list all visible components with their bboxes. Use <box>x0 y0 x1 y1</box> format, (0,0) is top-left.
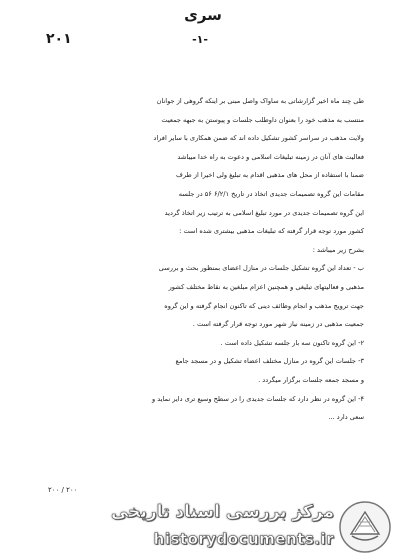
body-line: جهت ترویج مذهب و انجام وظائف دینی که تاکنون انجام گرفته و این گروه <box>164 301 364 310</box>
watermark-url: historydocuments.ir <box>153 530 334 548</box>
body-line: طی چند ماه اخیر گزارشاتی به ساواک واصل مبنی بر اینکه گروهی از جوانان <box>156 97 364 105</box>
body-line: جمعیت مذهبی در زمینه نیاز شهر مورد توجه قرار گرفته است . <box>192 320 364 329</box>
footer-note: ۲۰۰ / ۲۰۰ <box>48 486 78 494</box>
body-line: سعی دارد ... <box>328 413 364 422</box>
body-line: کشور مورد توجه قرار گرفته که تبلیغات مذهبی بیشتری شده است : <box>179 227 364 236</box>
document-body <box>44 92 364 427</box>
body-line: بشرح زیر میباشد : <box>312 245 364 254</box>
body-line: این گروه تصمیمات جدیدی در مورد تبلیغ اسلامی به ترتیب زیر اتخاذ گردید <box>164 208 364 217</box>
body-line: مقامات این گروه تصمیمات جدیدی اتخاذ در تاریخ ۶/۲/۱ ۵۶ در جلسه <box>178 189 364 198</box>
book-scroll-icon <box>338 500 392 554</box>
body-line: ۲- این گروه تاکنون سه بار جلسه تشکیل داده است . <box>220 338 364 347</box>
body-line: مذهبی و فعالیتهای تبلیغی و همچنین اعزام مبلغین به نقاط مختلف کشور <box>168 282 364 291</box>
body-line: ۴- این گروه در نظر دارد که جلسات جدیدی را در سطح وسیع تری دایر نماید و <box>151 394 364 403</box>
body-line: ۳- جلسات این گروه در منازل مختلف اعضاء تشکیل و در مسجد جامع <box>175 357 364 366</box>
body-line: فعالیت های آنان در زمینه تبلیغات اسلامی و دعوت به راه خدا میباشد <box>177 152 364 161</box>
body-line: ضمنا با استفاده از محل های مذهبی اقدام به تبلیغ ولی اخیرا از طرف <box>175 171 364 180</box>
classification-label: سری <box>184 6 222 24</box>
body-line: و مسجد جمعه جلسات برگزار میگردد . <box>258 375 364 384</box>
page-number: -۱- <box>192 33 208 46</box>
archive-watermark <box>96 496 396 558</box>
body-line: ولایت مذهب در سراسر کشور تشکیل داده اند که ضمن همکاری با سایر افراد <box>153 134 364 143</box>
body-line: ب - تعداد این گروه تشکیل جلسات در منازل اعضای بمنظور بحث و بررسی <box>158 264 364 273</box>
body-line: منتسب به مذهب خود را بعنوان داوطلب جلسات و پیوستن به جبهه جمعیت <box>161 115 364 124</box>
watermark-title: مرکز بررسی اسناد تاریخی <box>111 502 334 522</box>
document-number: ۲۰۱ <box>46 31 72 47</box>
